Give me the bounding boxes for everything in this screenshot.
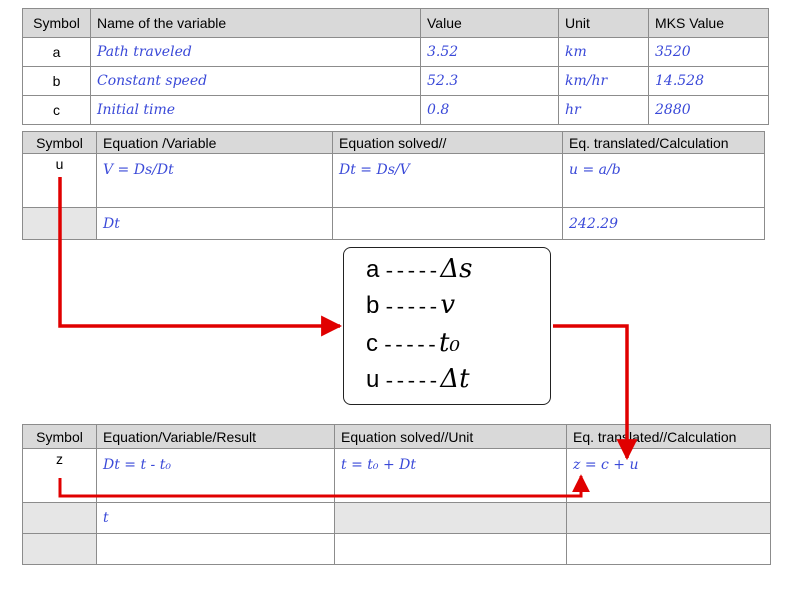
header-solved: Equation solved//Unit — [335, 425, 567, 449]
cell-equation: Dt = t - t₀ — [97, 449, 335, 503]
mapping-dashes: ----- — [383, 371, 439, 394]
cell-symbol: a — [23, 38, 91, 67]
cell-equation: Dt — [97, 208, 333, 240]
cell-name: Path traveled — [91, 38, 421, 67]
cell-unit: km/hr — [559, 67, 649, 96]
cell-value: 52.3 — [421, 67, 559, 96]
arrow-mapping-to-z-table — [553, 326, 627, 458]
mapping-symbol: c — [366, 330, 378, 357]
header-mks: MKS Value — [649, 9, 769, 38]
mapping-dashes: ----- — [383, 261, 439, 284]
header-solved: Equation solved// — [333, 132, 563, 154]
cell-value: 3.52 — [421, 38, 559, 67]
cell-solved: t = t₀ + Dt — [335, 449, 567, 503]
arrow-z-to-equation — [60, 476, 581, 496]
header-translated: Eq. translated/Calculation — [563, 132, 765, 154]
cell-translated: 242.29 — [563, 208, 765, 240]
mapping-symbol: b — [366, 292, 380, 319]
mapping-quantity: v — [440, 290, 456, 320]
cell-mks: 14.528 — [649, 67, 769, 96]
cell-symbol: z — [23, 449, 97, 503]
mapping-quantity: t₀ — [439, 328, 460, 358]
mapping-dashes: ----- — [382, 335, 438, 358]
cell-equation: t — [97, 503, 335, 534]
cell-mks: 3520 — [649, 38, 769, 67]
header-value: Value — [421, 9, 559, 38]
mapping-quantity: Δt — [440, 364, 470, 394]
cell-solved: Dt = Ds/V — [333, 154, 563, 208]
cell-name: Initial time — [91, 96, 421, 125]
cell-symbol: u — [23, 154, 97, 208]
cell-translated: u = a/b — [563, 154, 765, 208]
header-symbol: Symbol — [23, 9, 91, 38]
mapping-symbol: u — [366, 366, 380, 393]
header-name: Name of the variable — [91, 9, 421, 38]
mapping-dashes: ----- — [383, 297, 439, 320]
cell-unit: km — [559, 38, 649, 67]
mapping-symbol: a — [366, 256, 380, 283]
header-translated: Eq. translated//Calculation — [567, 425, 771, 449]
header-symbol: Symbol — [23, 425, 97, 449]
cell-translated: z = c + u — [567, 449, 771, 503]
header-equation: Equation/Variable/Result — [97, 425, 335, 449]
cell-symbol: c — [23, 96, 91, 125]
arrow-u-to-mapping — [60, 177, 340, 326]
cell-unit: hr — [559, 96, 649, 125]
cell-value: 0.8 — [421, 96, 559, 125]
cell-symbol: b — [23, 67, 91, 96]
header-unit: Unit — [559, 9, 649, 38]
cell-mks: 2880 — [649, 96, 769, 125]
mapping-quantity: Δs — [440, 254, 473, 284]
header-equation: Equation /Variable — [97, 132, 333, 154]
cell-equation: V = Ds/Dt — [97, 154, 333, 208]
cell-name: Constant speed — [91, 67, 421, 96]
header-symbol: Symbol — [23, 132, 97, 154]
